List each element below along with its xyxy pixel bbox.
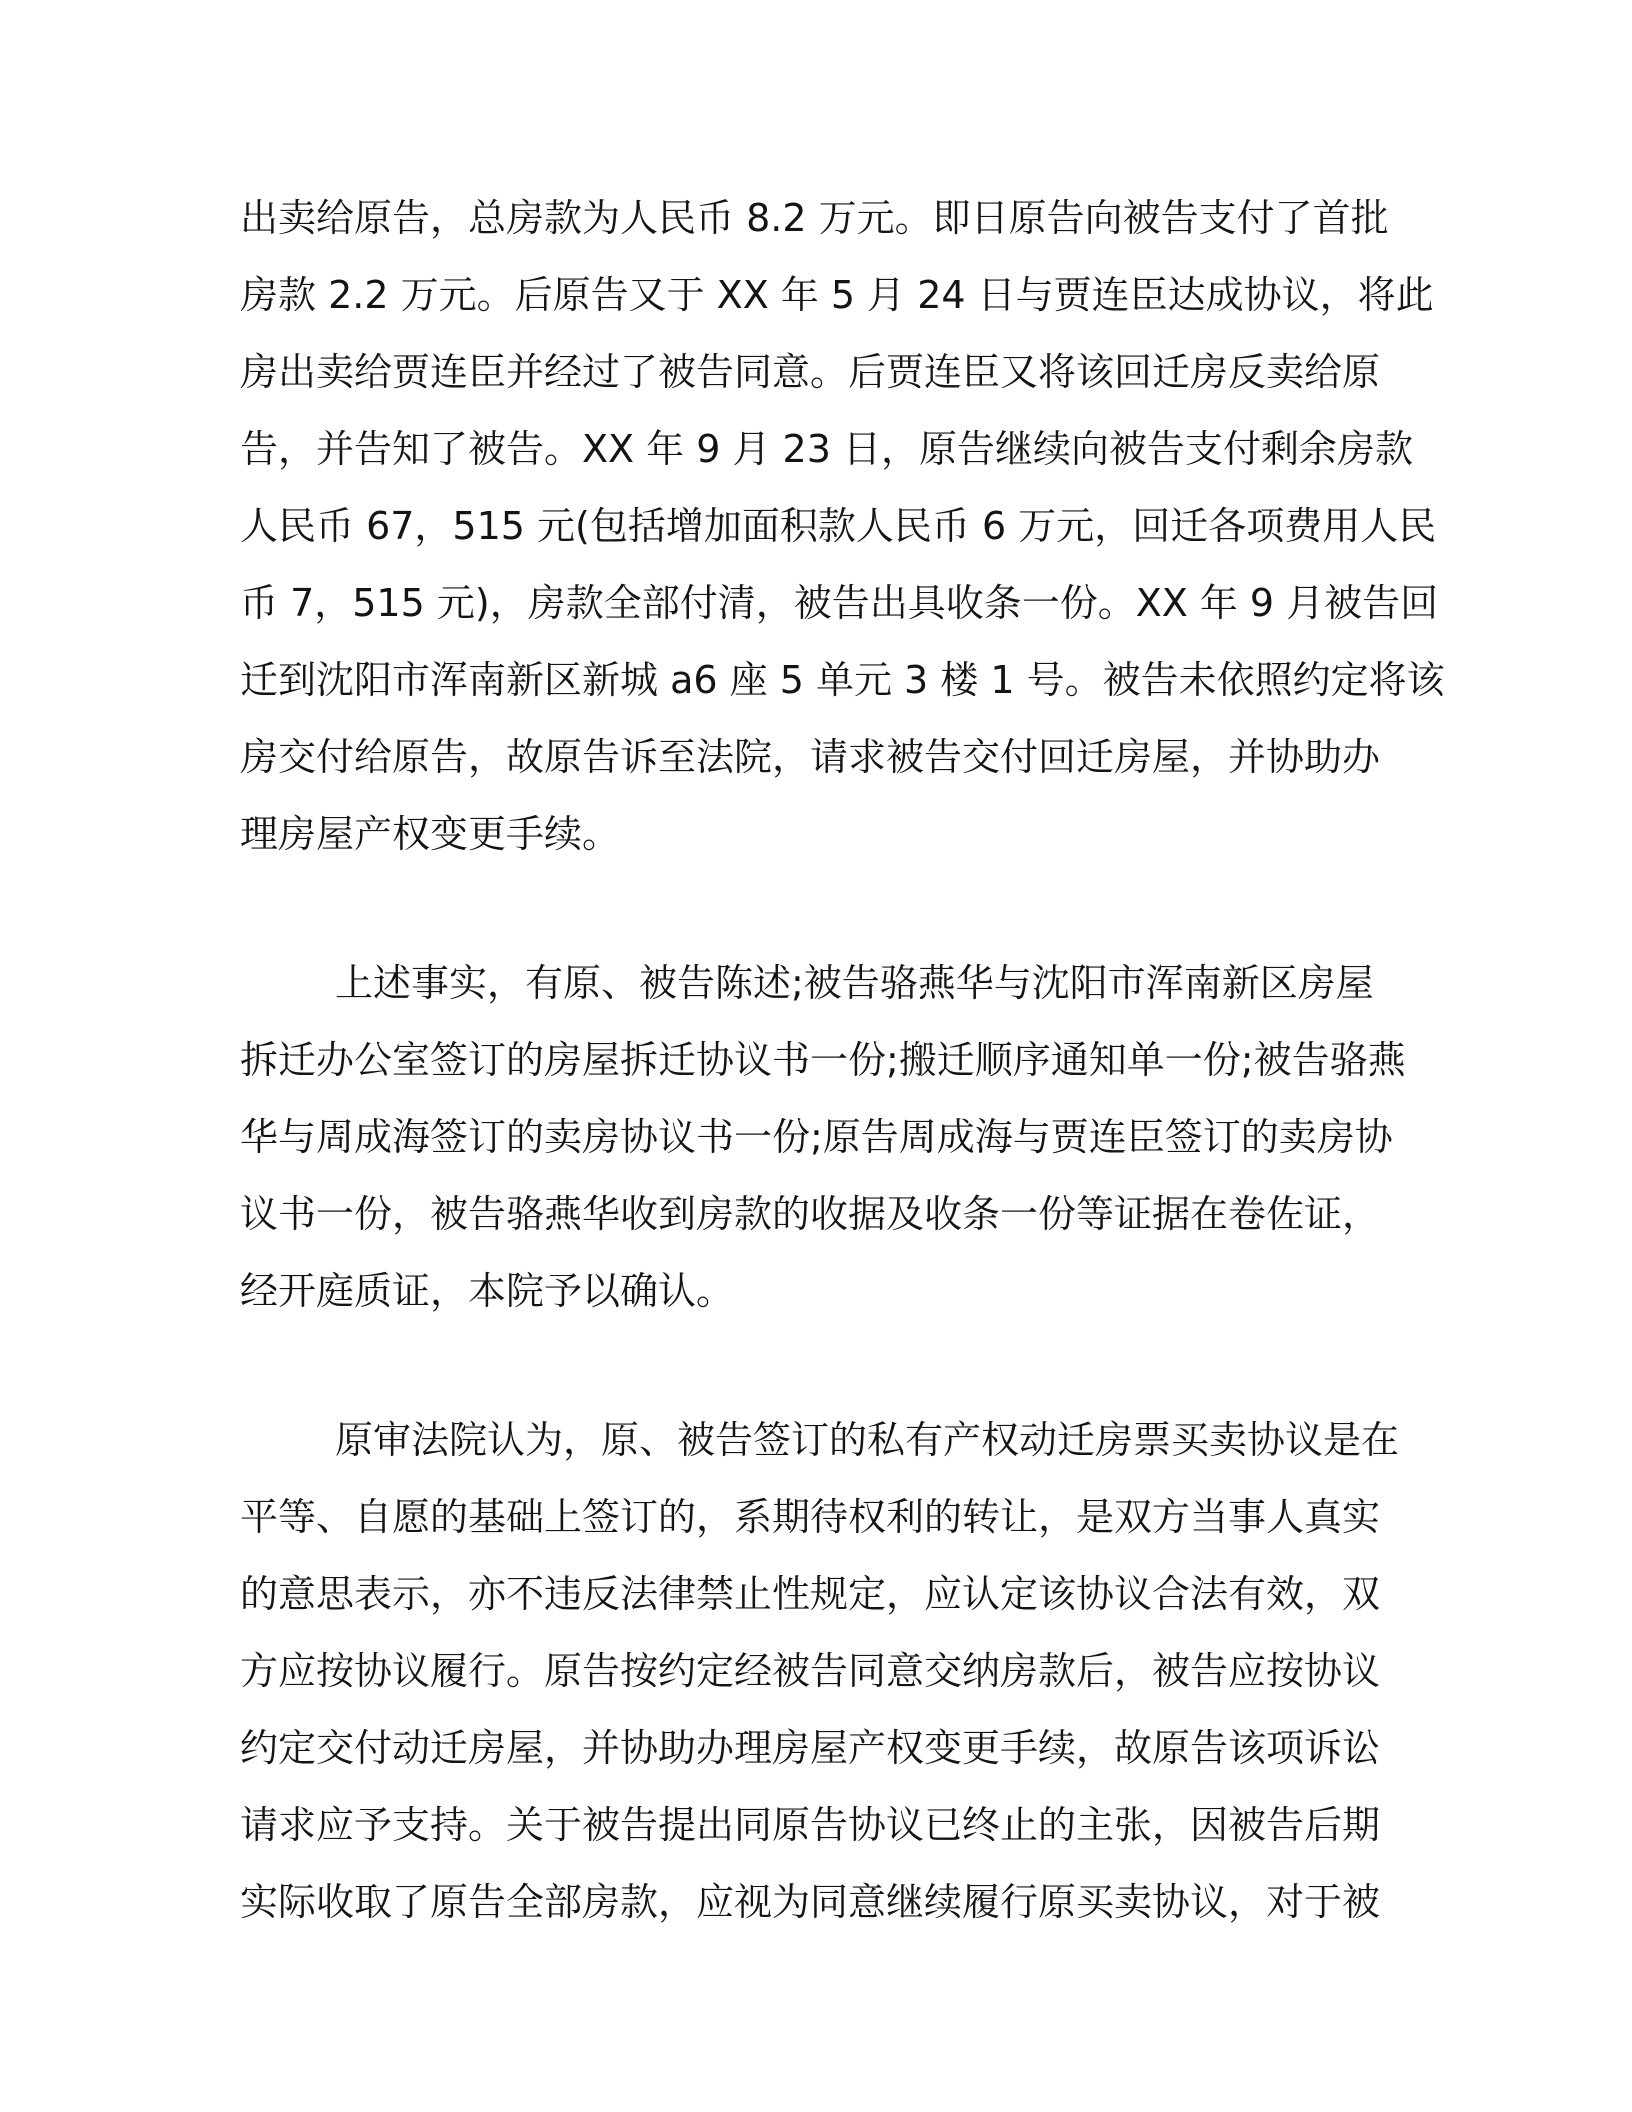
paragraph-1	[240, 180, 1445, 873]
text-line: 经开庭质证，本院予以确认。	[240, 1269, 735, 1313]
text-line: 方应按协议履行。原告按约定经被告同意交纳房款后，被告应按协议	[240, 1649, 1381, 1693]
text-line: 币 7，515 元)，房款全部付清，被告出具收条一份。XX 年 9 月被告回	[240, 581, 1439, 625]
paragraph-spacer	[240, 1330, 1400, 1402]
text-line: 房出卖给贾连臣并经过了被告同意。后贾连臣又将该回迁房反卖给原	[240, 350, 1381, 394]
text-line: 房交付给原告，故原告诉至法院，请求被告交付回迁房屋，并协助办	[240, 735, 1381, 779]
text-line: 上述事实，有原、被告陈述;被告骆燕华与沈阳市浑南新区房屋	[335, 961, 1374, 1005]
text-line: 的意思表示，亦不违反法律禁止性规定，应认定该协议合法有效，双	[240, 1572, 1381, 1616]
paragraph-3	[240, 1402, 1400, 1941]
text-line: 华与周成海签订的卖房协议书一份;原告周成海与贾连臣签订的卖房协	[240, 1115, 1393, 1159]
text-line: 人民币 67，515 元(包括增加面积款人民币 6 万元，回迁各项费用人民	[240, 504, 1437, 548]
text-line: 约定交付动迁房屋，并协助办理房屋产权变更手续，故原告该项诉讼	[240, 1726, 1381, 1770]
text-line: 房款 2.2 万元。后原告又于 XX 年 5 月 24 日与贾连臣达成协议，将此	[240, 273, 1434, 317]
text-line: 实际收取了原告全部房款，应视为同意继续履行原买卖协议，对于被	[240, 1880, 1381, 1924]
paragraph-2	[240, 945, 1406, 1330]
paragraph-spacer	[240, 873, 1400, 945]
text-line: 议书一份，被告骆燕华收到房款的收据及收条一份等证据在卷佐证，	[240, 1192, 1381, 1236]
text-line: 理房屋产权变更手续。	[240, 812, 621, 856]
text-line: 原审法院认为，原、被告签订的私有产权动迁房票买卖协议是在	[335, 1418, 1400, 1462]
text-line: 请求应予支持。关于被告提出同原告协议已终止的主张，因被告后期	[240, 1803, 1381, 1847]
text-line: 拆迁办公室签订的房屋拆迁协议书一份;搬迁顺序通知单一份;被告骆燕	[240, 1038, 1406, 1082]
text-line: 迁到沈阳市浑南新区新城 a6 座 5 单元 3 楼 1 号。被告未依照约定将该	[240, 658, 1445, 702]
text-line: 平等、自愿的基础上签订的，系期待权利的转让，是双方当事人真实	[240, 1495, 1381, 1539]
text-line: 告，并告知了被告。XX 年 9 月 23 日，原告继续向被告支付剩余房款	[240, 427, 1413, 471]
document-body	[240, 180, 1445, 1941]
text-line: 出卖给原告，总房款为人民币 8.2 万元。即日原告向被告支付了首批	[240, 196, 1389, 240]
